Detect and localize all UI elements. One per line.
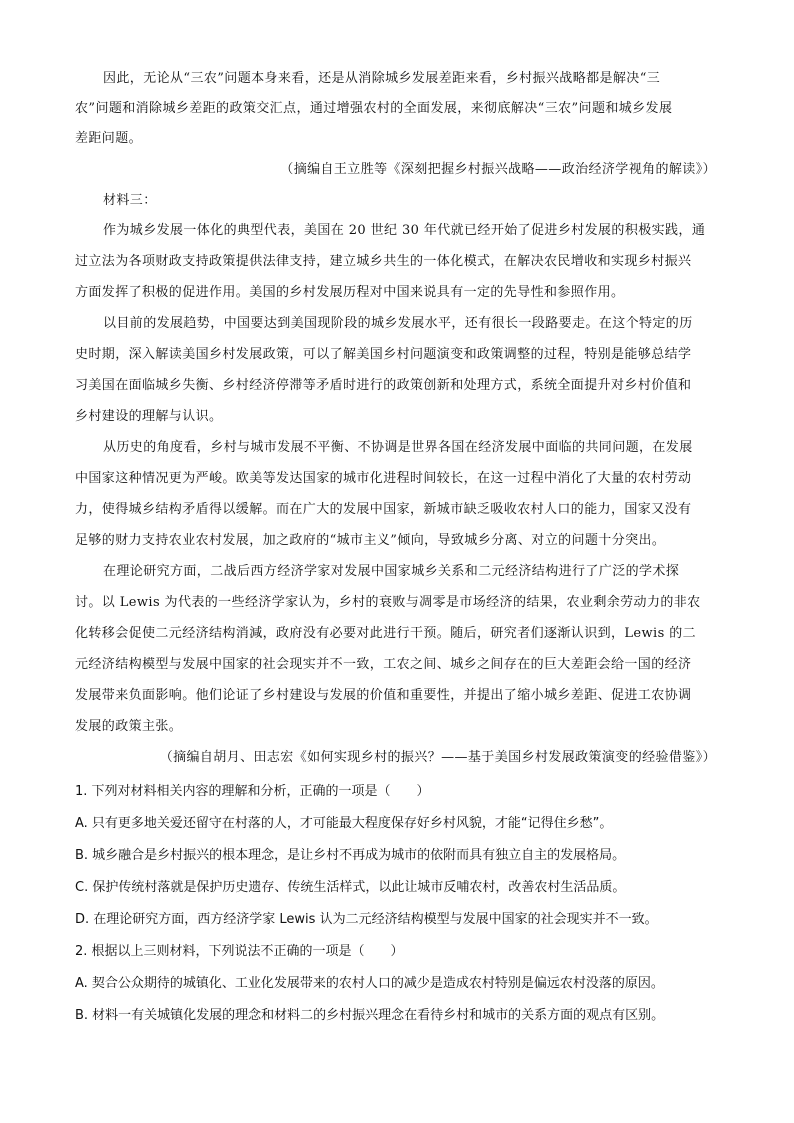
passage-line: 因此，无论从“三农”问题本身来看，还是从消除城乡发展差距来看，乡村振兴战略都是解决“三 (103, 71, 661, 86)
passage-line: 在理论研究方面，二战后西方经济学家对发展中国家城乡关系和二元经济结构进行了广泛的学术探 (103, 564, 680, 579)
answer-option-b[interactable]: B. 城乡融合是乡村振兴的根本理念，是让乡村不再成为城市的依附而具有独立自主的发展格局。 (75, 848, 626, 863)
answer-option-c[interactable]: C. 保护传统村落就是保护历史遗存、传统生活样式，以此让城市反哺农村，改善农村生活品质。 (75, 880, 626, 895)
passage-line: 元经济结构模型与发展中国家的社会现实并不一致，工农之间、城乡之间存在的巨大差距会给一国的经济 (75, 657, 692, 672)
passage-line: 中国家这种情况更为严峻。欧美等发达国家的城市化进程时间较长，在这一过程中消化了大量的农村劳动 (75, 471, 692, 486)
answer-option-a[interactable]: A. 契合公众期待的城镇化、工业化发展带来的农村人口的减少是造成农村特别是偏远农村没落的原因。 (75, 976, 664, 991)
answer-option-a[interactable]: A. 只有更多地关爱还留守在村落的人，才可能最大程度保存好乡村风貌，才能“记得住乡愁”。 (75, 816, 613, 831)
question-stem: 2. 根据以上三则材料，下列说法不正确的一项是（ ） (75, 944, 404, 959)
passage-line: 方面发挥了积极的促进作用。美国的乡村发展历程对中国来说具有一定的先导性和参照作用。 (75, 285, 625, 300)
passage-line: 力，使得城乡结构矛盾得以缓解。而在广大的发展中国家，新城市缺乏吸收农村人口的能力，国家又没有 (75, 502, 692, 517)
passage-line: 发展带来负面影响。他们论证了乡村建设与发展的价值和重要性，并提出了缩小城乡差距、促进工农协调 (75, 688, 692, 703)
passage-line: 以目前的发展趋势，中国要达到美国现阶段的城乡发展水平，还有很长一段路要走。在这个特定的历 (103, 316, 693, 331)
source-citation: （摘编自胡月、田志宏《如何实现乡村的振兴？——基于美国乡村发展政策演变的经验借鉴》） (159, 750, 716, 765)
answer-option-b[interactable]: B. 材料一有关城镇化发展的理念和材料二的乡村振兴理念在看待乡村和城市的关系方面的观点有区别。 (75, 1008, 665, 1023)
passage-line: 化转移会促使二元经济结构消減，政府没有必要对此进行干预。随后，研究者们逐渐认识到，Lewis 的二 (75, 626, 697, 641)
passage-line: 农”问题和消除城乡差距的政策交汇点，通过增强农村的全面发展，来彻底解决“三农”问题和城乡发展 (75, 101, 673, 116)
passage-line: 过立法为各项财政支持政策提供法律支持，建立城乡共生的一体化模式，在解决农民增收和实现乡村振兴 (75, 254, 692, 269)
answer-option-d[interactable]: D. 在理论研究方面，西方经济学家 Lewis 认为二元经济结构模型与发展中国家的社会现实并不一致。 (75, 912, 658, 927)
passage-line: 乡村建设的理解与认识。 (75, 409, 223, 424)
passage-line: 从历史的角度看，乡村与城市发展不平衡、不协调是世界各国在经济发展中面临的共同问题，在发展 (103, 440, 693, 455)
passage-line: 足够的财力支持农业农村发展，加之政府的“城市主义”倾向，导致城乡分离、对立的问题十分突出。 (75, 533, 666, 548)
question-stem: 1. 下列对材料相关内容的理解和分析，正确的一项是（ ） (75, 784, 430, 799)
passage-line: 发展的政策主张。 (75, 719, 183, 734)
passage-line: 史时期，深入解读美国乡村发展政策，可以了解美国乡村问题演变和政策调整的过程，特别是能够总结学 (75, 347, 692, 362)
passage-line: 作为城乡发展一体化的典型代表，美国在 20 世纪 30 年代就已经开始了促进乡村发展的积极实践，通 (103, 223, 706, 238)
passage-line: 差距问题。 (75, 131, 143, 146)
passage-line: 习美国在面临城乡失衡、乡村经济停滞等矛盾时进行的政策创新和处理方式，系统全面提升对乡村价值和 (75, 378, 692, 393)
material-heading: 材料三： (103, 193, 157, 208)
passage-line: 讨。以 Lewis 为代表的一些经济学家认为，乡村的衰败与凋零是市场经济的结果，农业剩余劳动力的非农 (75, 595, 701, 610)
source-citation: （摘编自王立胜等《深刻把握乡村振兴战略——政治经济学视角的解读》） (280, 162, 716, 177)
